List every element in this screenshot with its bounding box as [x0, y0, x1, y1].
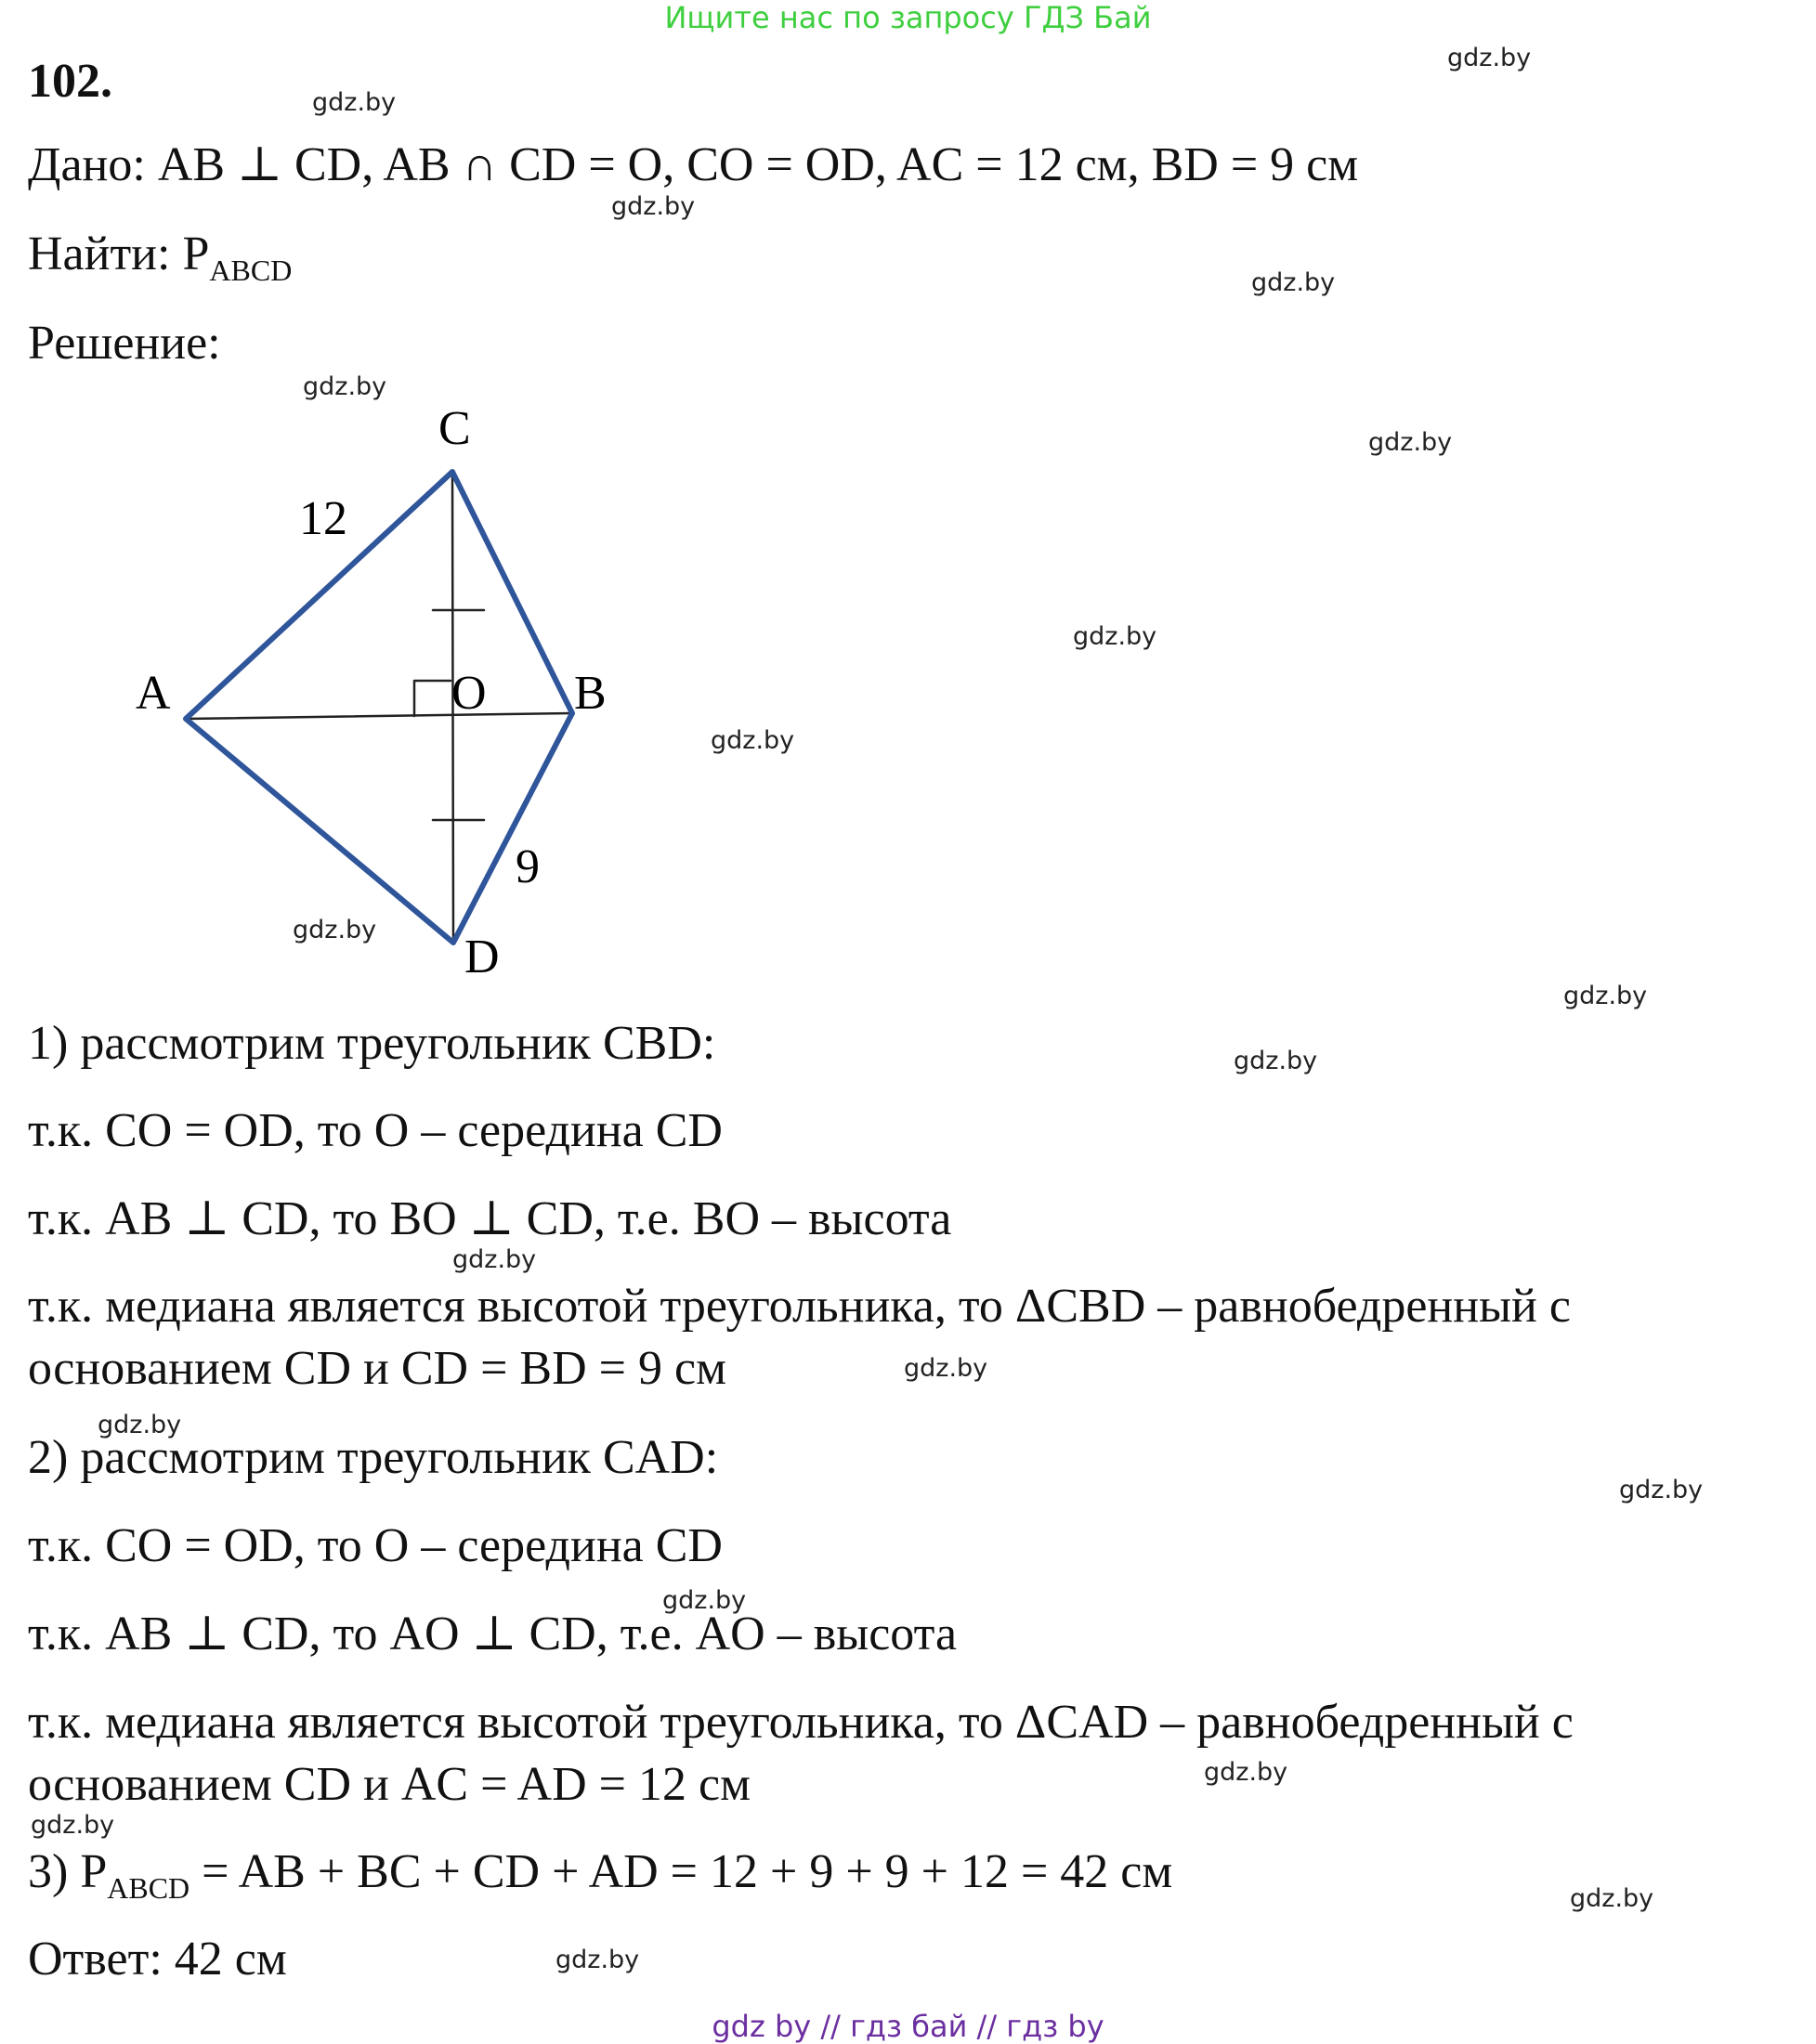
label-ac-length: 12 — [299, 492, 347, 545]
label-b: B — [574, 667, 607, 720]
watermark: gdz.by — [31, 1811, 115, 1840]
step1-title: 1) рассмотрим треугольник CBD: — [28, 1017, 716, 1070]
watermark: gdz.by — [904, 1354, 988, 1383]
step2-line2: т.к. AB ⊥ CD, то AO ⊥ CD, т.е. AO – высота — [28, 1608, 958, 1660]
watermark: gdz.by — [1368, 428, 1453, 457]
step2-line4: основанием CD и AC = AD = 12 см — [28, 1758, 751, 1811]
watermark: gdz.by — [611, 192, 696, 221]
find-line — [28, 228, 293, 287]
step1-line2: т.к. AB ⊥ CD, то BO ⊥ CD, т.е. BO – высота — [28, 1192, 952, 1245]
step3-subscript: ABCD — [107, 1871, 190, 1905]
bottom-banner: gdz by // гдз бай // гдз by — [712, 2009, 1104, 2044]
find-prefix: Найти: P — [28, 228, 210, 280]
step1-line4: основанием CD и CD = BD = 9 см — [28, 1342, 726, 1395]
watermark: gdz.by — [1619, 1476, 1704, 1504]
step3-rest: = AB + BC + CD + AD = 12 + 9 + 9 + 12 = 42 см — [189, 1845, 1173, 1898]
watermark: gdz.by — [1447, 44, 1532, 72]
segment-ab — [186, 713, 572, 719]
step3-line — [28, 1845, 1173, 1905]
answer-line: Ответ: 42 см — [28, 1933, 287, 1985]
problem-number: 102. — [28, 55, 112, 108]
watermark: gdz.by — [1234, 1047, 1318, 1075]
right-angle-mark — [414, 681, 451, 716]
top-banner: Ищите нас по запросу ГДЗ Бай — [664, 0, 1152, 35]
watermark: gdz.by — [711, 726, 795, 755]
label-o: O — [451, 667, 487, 720]
step1-line1: т.к. CO = OD, то O – середина CD — [28, 1104, 723, 1157]
find-subscript: ABCD — [209, 254, 293, 287]
label-d: D — [464, 931, 500, 983]
watermark: gdz.by — [293, 916, 377, 944]
watermark: gdz.by — [312, 88, 397, 117]
label-a: A — [136, 667, 171, 720]
watermark: gdz.by — [1204, 1758, 1288, 1787]
solution-label: Решение: — [28, 317, 221, 370]
step3-prefix: 3) P — [28, 1845, 108, 1898]
step1-line3: т.к. медиана является высотой треугольника, то ΔCBD – равнобедренный с — [28, 1280, 1571, 1333]
watermark: gdz.by — [452, 1245, 537, 1274]
watermark: gdz.by — [1570, 1884, 1654, 1913]
geometry-figure — [0, 390, 743, 1003]
watermark: gdz.by — [662, 1586, 747, 1615]
watermark: gdz.by — [1251, 268, 1336, 297]
step2-line1: т.к. CO = OD, то O – середина CD — [28, 1519, 723, 1572]
step2-line3: т.к. медиана является высотой треугольника, то ΔCAD – равнобедренный с — [28, 1696, 1574, 1749]
label-c: C — [438, 402, 471, 455]
label-bd-length: 9 — [516, 840, 540, 893]
given-line: Дано: AB ⊥ CD, AB ∩ CD = O, CO = OD, AC = 12 см, BD = 9 см — [28, 138, 1359, 191]
watermark: gdz.by — [303, 372, 387, 401]
watermark: gdz.by — [1563, 982, 1648, 1010]
watermark: gdz.by — [555, 1946, 640, 1974]
watermark: gdz.by — [98, 1411, 182, 1439]
watermark: gdz.by — [1073, 622, 1157, 651]
quadrilateral-acbd — [186, 472, 572, 943]
step2-title: 2) рассмотрим треугольник CAD: — [28, 1431, 719, 1484]
